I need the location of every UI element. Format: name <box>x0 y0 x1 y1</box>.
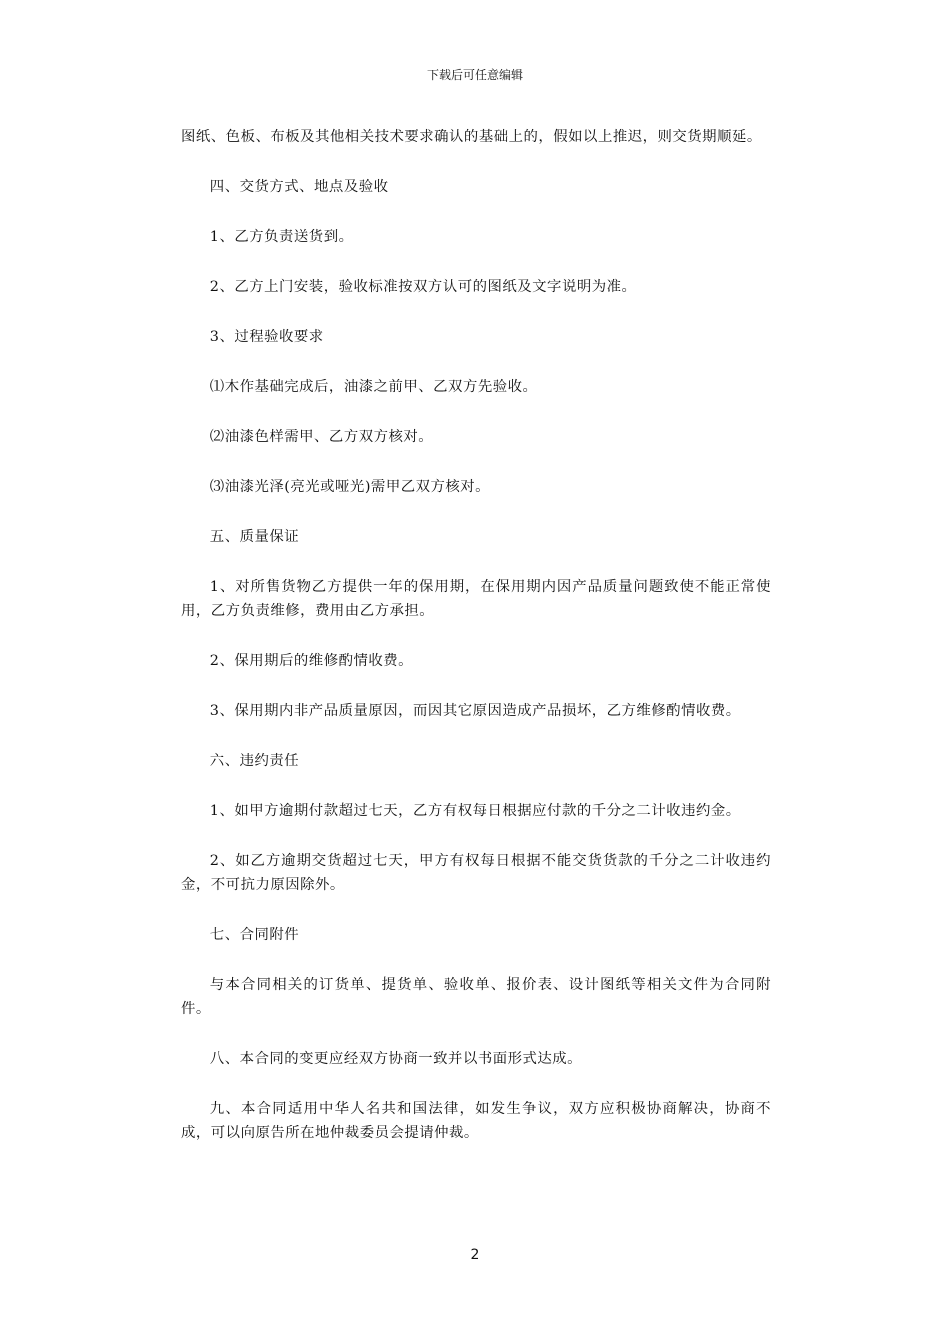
section-heading-warranty: 五、质量保证 <box>209 529 300 545</box>
paragraph-delivery-2: 2、乙方上门安装，验收标准按双方认可的图纸及文字说明为准。 <box>209 279 637 295</box>
section-amendment: 八、本合同的变更应经双方协商一致并以书面形式达成。 <box>209 1051 583 1067</box>
page-number: 2 <box>470 1247 480 1263</box>
document-body <box>181 125 771 1171</box>
paragraph-liability-2: 2、如乙方逾期交货超过七天，甲方有权每日根据不能交货货款的千分之二计收违约金，不可抗力原因除外。 <box>181 853 771 893</box>
section-heading-delivery: 四、交货方式、地点及验收 <box>209 179 389 195</box>
paragraph-inspection-1: ⑴木作基础完成后，油漆之前甲、乙双方先验收。 <box>209 379 538 395</box>
paragraph-inspection-2: ⑵油漆色样需甲、乙方双方核对。 <box>209 429 434 445</box>
paragraph-liability-1: 1、如甲方逾期付款超过七天，乙方有权每日根据应付款的千分之二计收违约金。 <box>209 803 741 819</box>
paragraph-delivery-continuation: 图纸、色板、布板及其他相关技术要求确认的基础上的，假如以上推迟，则交货期顺延。 <box>181 129 762 145</box>
paragraph-inspection-3: ⑶油漆光泽(亮光或哑光)需甲乙双方核对。 <box>209 479 491 495</box>
paragraph-warranty-3: 3、保用期内非产品质量原因，而因其它原因造成产品损坏，乙方维修酌情收费。 <box>209 703 741 719</box>
paragraph-warranty-1: 1、对所售货物乙方提供一年的保用期，在保用期内因产品质量问题致使不能正常使用，乙方负责维修，费用由乙方承担。 <box>181 579 771 619</box>
paragraph-warranty-2: 2、保用期后的维修酌情收费。 <box>209 653 414 669</box>
paragraph-delivery-3: 3、过程验收要求 <box>209 329 324 345</box>
section-heading-attachments: 七、合同附件 <box>209 927 300 943</box>
section-governing-law: 九、本合同适用中华人名共和国法律，如发生争议，双方应积极协商解决，协商不成，可以向原告所在地仲裁委员会提请仲裁。 <box>181 1101 771 1141</box>
paragraph-delivery-1: 1、乙方负责送货到。 <box>209 229 354 245</box>
paragraph-attachments: 与本合同相关的订货单、提货单、验收单、报价表、设计图纸等相关文件为合同附件。 <box>181 977 771 1017</box>
download-note: 下载后可任意编辑 <box>426 68 523 82</box>
section-heading-liability: 六、违约责任 <box>209 753 300 769</box>
